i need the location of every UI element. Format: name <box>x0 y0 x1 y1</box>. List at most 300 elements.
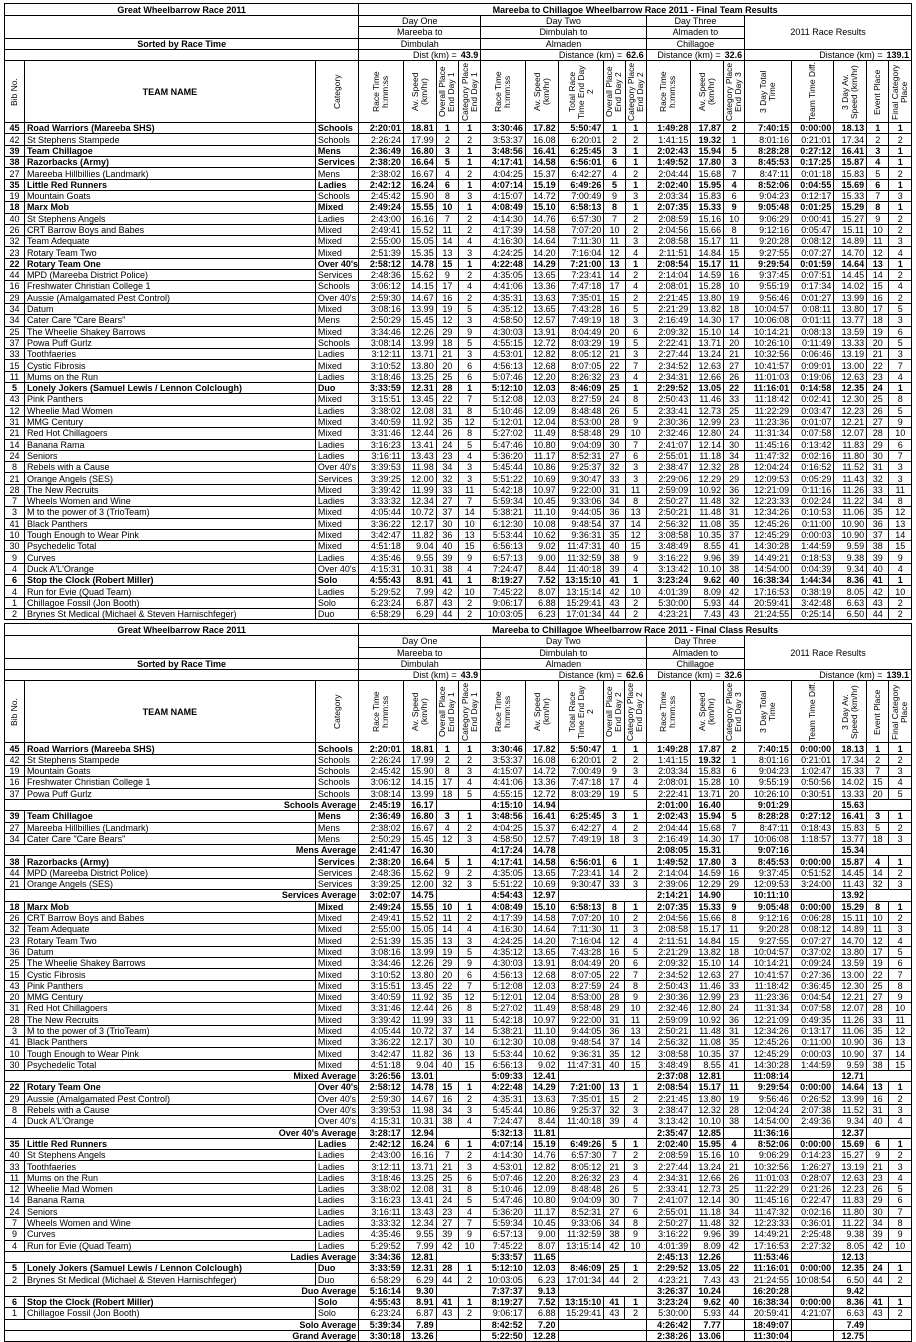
cell: 16.80 <box>403 145 436 156</box>
cell: 3 <box>889 879 912 890</box>
cell: 12:23:33 <box>745 495 792 506</box>
cell: 11:47:31 <box>558 541 604 552</box>
cell: 3:08:16 <box>359 946 404 957</box>
cell: 14.02 <box>834 281 867 292</box>
table-row <box>5 1184 912 1195</box>
cell: 5 <box>889 946 912 957</box>
cell: 21:24:55 <box>745 608 792 619</box>
avg-cell: 15.31 <box>691 845 724 856</box>
cell: 1:49:28 <box>646 123 691 134</box>
cell: 14.64 <box>834 1082 867 1093</box>
cell: 3 <box>604 811 625 822</box>
cell: 34 <box>604 1217 625 1228</box>
cell: 4 <box>458 1206 480 1217</box>
cell: Mixed <box>315 946 358 957</box>
cell: 12.23 <box>834 1184 867 1195</box>
table-row <box>5 405 912 416</box>
cell: 5 <box>458 303 480 314</box>
cell: 3 <box>889 833 912 844</box>
blank-cell <box>558 1071 646 1082</box>
cell: Chillagoe Fossil (Jon Booth) <box>24 597 315 608</box>
cell: 14.76 <box>525 213 558 224</box>
cell: 14.67 <box>403 292 436 303</box>
cell: 14.72 <box>525 766 558 777</box>
cell: 6 <box>458 371 480 382</box>
table-row <box>5 258 912 269</box>
cell: 2:02:40 <box>646 179 691 190</box>
cell: 34 <box>5 315 25 326</box>
table-row <box>5 597 912 608</box>
avg-cell: 5:32:13 <box>481 1127 526 1138</box>
cell: 0:00:00 <box>791 743 833 754</box>
avg-cell: 2:08:05 <box>646 845 691 856</box>
cell: 3 <box>458 349 480 360</box>
cell: 9 <box>604 190 625 201</box>
cell: MMG Century <box>24 416 315 427</box>
avg-cell: 2:35:47 <box>646 1127 691 1138</box>
table-row <box>5 1240 912 1251</box>
cell: 1:41:15 <box>646 134 691 145</box>
cell: 2:08:54 <box>646 1082 691 1093</box>
cell: Mixed <box>315 518 358 529</box>
cell: 1 <box>889 1138 912 1149</box>
cell: 5:12:10 <box>481 1263 526 1274</box>
cell: 33 <box>604 879 625 890</box>
cell: 16.08 <box>525 134 558 145</box>
cell: 8 <box>458 1003 480 1014</box>
cell: 6:57:13 <box>481 552 526 563</box>
avg-cell: 7.49 <box>834 1319 867 1330</box>
cell: 2:38:47 <box>646 462 691 473</box>
table-row <box>5 349 912 360</box>
results-distance <box>745 670 912 681</box>
cell: 11:22:29 <box>745 1184 792 1195</box>
cell: 11.98 <box>403 462 436 473</box>
cell: Mens <box>315 811 358 822</box>
doc-title: Great Wheelbarrow Race 2011 <box>5 4 359 16</box>
cell: Mixed <box>315 326 358 337</box>
cell: 2 <box>889 754 912 765</box>
avg-cell: 12.28 <box>525 1330 558 1341</box>
cell: 0:02:16 <box>792 450 834 461</box>
cell: 17.82 <box>525 743 558 754</box>
cell: 6.87 <box>403 597 436 608</box>
cell: 31 <box>5 1003 25 1014</box>
cell: 4:23:21 <box>646 608 691 619</box>
cell: 13.59 <box>834 326 867 337</box>
cell: 11.46 <box>691 980 724 991</box>
cell: 4 <box>625 371 646 382</box>
cell: 3:10:52 <box>359 969 404 980</box>
day2-heading: Day Two <box>481 16 646 27</box>
cell: 19 <box>867 326 889 337</box>
cell: Mixed <box>315 901 358 912</box>
cell: 12.34 <box>403 1217 436 1228</box>
column-cat <box>315 681 358 743</box>
average-row <box>5 1285 912 1296</box>
cell: 11:16:01 <box>745 383 792 394</box>
cell: 15.45 <box>403 833 436 844</box>
cell: Black Panthers <box>24 518 315 529</box>
cell: 11:32:59 <box>558 552 604 563</box>
column-sp3 <box>691 61 724 123</box>
cell: 4:58:50 <box>481 833 526 844</box>
cell: 2 <box>889 1274 912 1285</box>
cell: 14 <box>889 529 912 540</box>
cell: 30 <box>724 439 745 450</box>
cell: 3:13:42 <box>646 563 691 574</box>
results-heading: 2011 Race Results <box>745 636 912 670</box>
avg-cell: 4:17:24 <box>481 845 526 856</box>
cell: 2:04:56 <box>646 224 691 235</box>
table-row <box>5 484 912 495</box>
cell: 3 <box>625 879 646 890</box>
cell: 6:57:30 <box>558 213 604 224</box>
cell: 3:16:11 <box>359 450 404 461</box>
cell: 14 <box>889 1048 912 1059</box>
cell: 11:47:32 <box>745 1206 792 1217</box>
cell: 6:23:24 <box>359 597 404 608</box>
cell: 3:30:46 <box>481 743 526 754</box>
cell: 12.34 <box>403 495 436 506</box>
cell: 12.26 <box>403 958 436 969</box>
cell: 4:55:43 <box>359 1296 404 1307</box>
table-row <box>5 428 912 439</box>
cell: 9:22:00 <box>558 1014 604 1025</box>
cell: 3 <box>889 473 912 484</box>
cell: 6:56:13 <box>481 541 526 552</box>
cell: 38 <box>724 563 745 574</box>
cell: Services <box>315 879 358 890</box>
cell: 9:05:48 <box>745 202 792 213</box>
cell: 1:49:52 <box>646 856 691 867</box>
cell: 10 <box>436 202 458 213</box>
cell: 4:24:25 <box>481 935 526 946</box>
cell: 0:21:01 <box>791 754 833 765</box>
cell: 5 <box>458 1195 480 1206</box>
cell: 39 <box>867 552 889 563</box>
cell: 3:39:25 <box>359 879 404 890</box>
cell: 3:16:22 <box>646 1229 691 1240</box>
cell: 2:56:32 <box>646 1037 691 1048</box>
cell: 8:45:53 <box>745 856 792 867</box>
table-row <box>5 1172 912 1183</box>
cell: 4 <box>625 281 646 292</box>
cell: 4:23:21 <box>646 1274 691 1285</box>
cell: 5 <box>458 337 480 348</box>
cell: 2 <box>723 743 744 754</box>
cell: Schools <box>315 337 358 348</box>
cell: 4:21:07 <box>791 1308 833 1319</box>
cell: Schools <box>315 766 358 777</box>
day2-distance <box>481 49 646 60</box>
cell: 6.23 <box>525 608 558 619</box>
cell: 5:12:08 <box>481 980 526 991</box>
cell: 2 <box>458 912 480 923</box>
cell: 14.15 <box>403 777 436 788</box>
cell: 16 <box>866 1093 888 1104</box>
cell: Ladies <box>315 552 358 563</box>
cell: 17.87 <box>691 743 724 754</box>
cell: 12 <box>889 1025 912 1036</box>
cell: 4:30:03 <box>481 958 526 969</box>
column-tt2-label: Total Race Time End Day 2 <box>566 685 595 740</box>
cell: 8.36 <box>834 1296 867 1307</box>
cell: 15:29:41 <box>558 597 604 608</box>
cell: 2 <box>458 597 480 608</box>
cell: Mens <box>315 833 358 844</box>
cell: 4 <box>625 247 646 258</box>
cell: 3:36:22 <box>359 518 404 529</box>
cell: 11.83 <box>834 1195 867 1206</box>
cell: 4 <box>458 777 480 788</box>
cell: 3:13:42 <box>646 1116 691 1127</box>
cell: Rebels with a Cause <box>24 1104 315 1115</box>
cell: 34 <box>723 1206 744 1217</box>
cell: 33 <box>5 349 25 360</box>
cell: 25 <box>436 1172 458 1183</box>
cell: 30 <box>867 450 889 461</box>
cell: 1 <box>458 1082 480 1093</box>
cell: 39 <box>5 811 25 822</box>
cell: Wheels Women and Wine <box>24 1217 315 1228</box>
cell: 15.17 <box>691 258 724 269</box>
cell: 15.27 <box>834 1150 867 1161</box>
table-row <box>5 383 912 394</box>
cell: 6 <box>5 1296 25 1307</box>
cell: 7 <box>458 495 480 506</box>
cell: 38 <box>5 157 25 168</box>
cell: 0:50:56 <box>791 777 833 788</box>
cell: 44 <box>436 608 458 619</box>
cell: 35 <box>436 991 458 1002</box>
cell: 6:58:29 <box>359 608 404 619</box>
cell: 13.71 <box>691 337 724 348</box>
cell: 32 <box>866 879 888 890</box>
cell: 6.29 <box>403 1274 436 1285</box>
cell: Team Chillagoe <box>24 145 315 156</box>
cell: 1:49:52 <box>646 157 691 168</box>
cell: 12.73 <box>691 405 724 416</box>
table-row <box>5 1037 912 1048</box>
cell: 27 <box>604 450 625 461</box>
cell: 0:07:27 <box>792 247 834 258</box>
cell: 8:07:05 <box>558 969 604 980</box>
cell: 11 <box>724 258 745 269</box>
avg-cell: 7.20 <box>525 1319 558 1330</box>
cell: 7 <box>625 360 646 371</box>
cell: 10 <box>889 586 912 597</box>
cell: 1 <box>5 1308 25 1319</box>
avg-cell: 5:33:57 <box>481 1251 526 1262</box>
cell: 37 <box>866 1048 888 1059</box>
cell: 35 <box>723 1037 744 1048</box>
cell: Curves <box>24 552 315 563</box>
blank-cell <box>558 1251 646 1262</box>
cell: 12.80 <box>691 1003 724 1014</box>
avg-cell: 16.40 <box>691 799 724 810</box>
cell: 12.00 <box>403 473 436 484</box>
cell: 2 <box>625 1308 646 1319</box>
cell: 17.99 <box>403 134 436 145</box>
cell: 13.36 <box>525 777 558 788</box>
cell: 6:25:45 <box>558 145 604 156</box>
cell: 16 <box>436 292 458 303</box>
blank-cell <box>866 1330 911 1341</box>
cell: 19.32 <box>691 754 724 765</box>
cell: 12 <box>625 1048 646 1059</box>
cell: 1 <box>625 145 646 156</box>
cell: Over 40's <box>315 1104 358 1115</box>
cell: 3 <box>625 462 646 473</box>
cell: 12.08 <box>403 1184 436 1195</box>
cell: 3 <box>866 811 888 822</box>
cell: 3 <box>625 349 646 360</box>
cell: 10 <box>723 777 744 788</box>
cell: 33 <box>724 394 745 405</box>
cell: 14.59 <box>691 270 724 281</box>
cell: 0:51:52 <box>791 867 833 878</box>
cell: 3:30:46 <box>481 123 526 134</box>
cell: 12.04 <box>525 991 558 1002</box>
cell: 14.58 <box>525 224 558 235</box>
cell: 35 <box>866 1025 888 1036</box>
cell: 8.44 <box>525 1116 558 1127</box>
cell: 2 <box>889 1093 912 1104</box>
cell: 3:18:46 <box>359 1172 404 1183</box>
cell: 9.00 <box>525 552 558 563</box>
cell: 5 <box>889 405 912 416</box>
cell: 13.65 <box>525 270 558 281</box>
cell: The Wheelie Shakey Barrows <box>24 326 315 337</box>
cell: 19 <box>5 766 25 777</box>
cell: Aussie (Amalgamated Pest Control) <box>24 292 315 303</box>
cell: 32 <box>5 236 25 247</box>
cell: 2 <box>458 608 480 619</box>
cell: 0:04:39 <box>792 563 834 574</box>
cell: 7.43 <box>691 1274 724 1285</box>
cell: 0:11:49 <box>792 337 834 348</box>
cell: 14:54:00 <box>745 1116 792 1127</box>
cell: 11.48 <box>691 495 724 506</box>
cell: 13.77 <box>834 315 867 326</box>
table-row <box>5 224 912 235</box>
cell: 5 <box>604 179 625 190</box>
cell: CRT Barrow Boys and Babes <box>24 224 315 235</box>
table-row <box>5 337 912 348</box>
cell: 1 <box>625 811 646 822</box>
column-rt2 <box>481 681 526 743</box>
cell: 6:42:27 <box>558 168 604 179</box>
cell: 29 <box>723 879 744 890</box>
cell: 4 <box>458 563 480 574</box>
cell: 4:04:25 <box>481 822 526 833</box>
column-cat <box>315 61 358 123</box>
table-row <box>5 529 912 540</box>
day1-distance <box>359 49 481 60</box>
cell: 2:45:42 <box>359 766 404 777</box>
avg-cell: 11:36:16 <box>745 1127 792 1138</box>
table-row <box>5 247 912 258</box>
cell: 13.99 <box>403 788 436 799</box>
cell: 3:31:46 <box>359 428 404 439</box>
cell: 43 <box>604 597 625 608</box>
cell: 28 <box>5 1014 25 1025</box>
cell: 9 <box>889 1229 912 1240</box>
cell: Ladies <box>315 586 358 597</box>
cell: 8 <box>5 1104 25 1115</box>
cell: Team Adequate <box>24 236 315 247</box>
cell: 3:33:32 <box>359 1217 404 1228</box>
cell: Cystic Fibrosis <box>24 360 315 371</box>
doc-title: Great Wheelbarrow Race 2011 <box>5 624 359 636</box>
cell: 1 <box>458 1296 480 1307</box>
cell: 8:46:09 <box>558 1263 604 1274</box>
cell: 12 <box>458 991 480 1002</box>
cell: 9 <box>889 552 912 563</box>
cell: 12.82 <box>525 349 558 360</box>
cell: Mixed <box>315 1037 358 1048</box>
cell: Mixed <box>315 416 358 427</box>
day2-heading: Almaden <box>481 38 646 49</box>
cell: 12.14 <box>691 1195 724 1206</box>
cell: 20 <box>867 337 889 348</box>
cell: 28 <box>724 462 745 473</box>
cell: 6:49:26 <box>558 1138 604 1149</box>
cell: 13.82 <box>691 946 724 957</box>
cell: Marx Mob <box>24 202 315 213</box>
cell: 12.63 <box>834 1172 867 1183</box>
table-row <box>5 315 912 326</box>
cell: 15 <box>867 281 889 292</box>
cell: Pink Panthers <box>24 980 315 991</box>
cell: 2:02:43 <box>646 811 691 822</box>
column-rt1 <box>359 61 404 123</box>
cell: 2:58:12 <box>359 258 404 269</box>
section-title: Mareeba to Chillagoe Wheelbarrow Race 2011 - Final Team Results <box>359 4 912 16</box>
cell: 2:02:43 <box>646 145 691 156</box>
cell: 16:38:34 <box>745 575 792 586</box>
cell: 28 <box>5 484 25 495</box>
cell: 8:52:06 <box>745 1138 792 1149</box>
cell: 4 <box>604 822 625 833</box>
cell: 11.43 <box>834 879 867 890</box>
cell: 13.91 <box>525 958 558 969</box>
cell: 5:12:01 <box>481 416 526 427</box>
cell: 2:55:01 <box>646 450 691 461</box>
cell: 4 <box>625 1172 646 1183</box>
cell: 3 <box>5 507 25 518</box>
cell: 10 <box>458 1037 480 1048</box>
cell: 10:03:05 <box>481 1274 526 1285</box>
cell: 6.63 <box>834 1308 867 1319</box>
cell: 7:00:49 <box>558 766 604 777</box>
cell: 0:18:43 <box>791 822 833 833</box>
cell: 7:43:28 <box>558 946 604 957</box>
distance-label: Distance (km) = <box>558 670 622 681</box>
cell: 14.72 <box>525 190 558 201</box>
cell: 9:36:31 <box>558 1048 604 1059</box>
cell: 0:11:00 <box>792 518 834 529</box>
cell: Mixed <box>315 924 358 935</box>
cell: 11 <box>889 1014 912 1025</box>
cell: 6:12:30 <box>481 1037 526 1048</box>
cell: 0:01:27 <box>792 292 834 303</box>
cell: 11.82 <box>403 1048 436 1059</box>
cell: 12.29 <box>691 879 724 890</box>
cell: 18.13 <box>834 123 867 134</box>
cell: 5:36:20 <box>481 450 526 461</box>
